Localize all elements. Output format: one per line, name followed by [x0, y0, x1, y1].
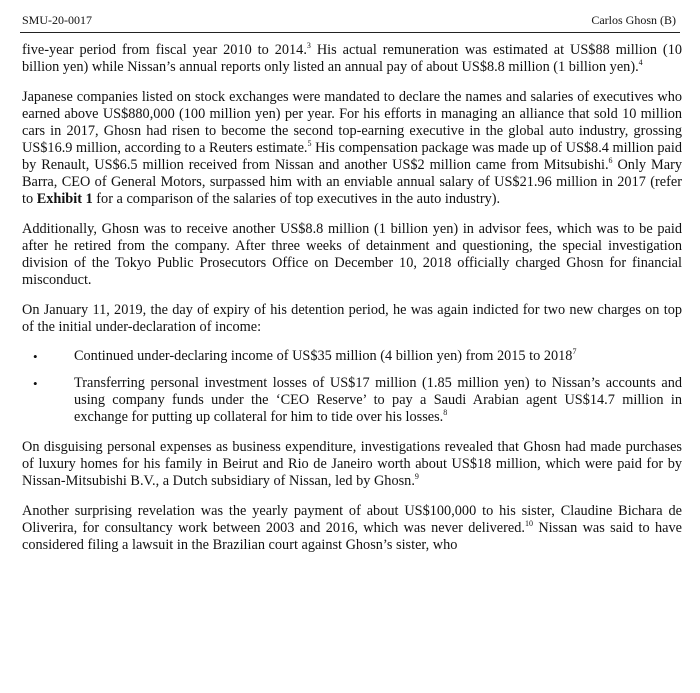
page-header	[20, 6, 680, 33]
paragraph-text: On January 11, 2019, the day of expiry of his detention period, he was again indicted for two new charges on top of the initial under-declaration of income:	[22, 302, 682, 335]
footnote-ref: 8	[443, 408, 448, 418]
paragraph-text: for a comparison of the salaries of top executives in the auto industry).	[92, 191, 501, 207]
paragraph-text: Only Mary Barra, CEO of General Motors, surpassed him with an enviable annual salary of US$21.96 million in 2017 (refer to	[22, 157, 682, 207]
footnote-ref: 9	[414, 472, 419, 482]
footnote-ref: 5	[307, 139, 312, 149]
document-body	[22, 42, 682, 567]
list-item-text: Transferring personal investment losses of US$17 million (1.85 million yen) to Nissan’s accounts and using company funds under the ‘CEO Reserve’ to pay a Saudi Arabian agent US$14.7 million in exchange for putting up collateral for him to tide over his losses.	[74, 375, 682, 425]
footnote-ref: 10	[525, 519, 533, 529]
paragraph-text: On disguising personal expenses as business expenditure, investigations revealed that Ghosn had made purchases of luxury homes for his family in Beirut and Rio de Janeiro worth about US$18 million, which were paid for by Nissan-Mitsubishi B.V., a Dutch subsidiary of Nissan, led by Ghosn.	[22, 439, 682, 489]
paragraph-text: His compensation package was made up of US$8.4 million paid by Renault, US$6.5 million received from Nissan and another US$2 million came from Mitsubishi.	[22, 140, 683, 173]
list-item	[22, 348, 682, 365]
paragraph-4	[22, 302, 682, 336]
case-title: Carlos Ghosn (B)	[591, 13, 676, 27]
footnote-ref: 6	[608, 156, 613, 166]
exhibit-reference: Exhibit 1	[36, 191, 93, 207]
list-item	[22, 375, 682, 426]
paragraph-text: His actual remuneration was estimated at US$88 million (10 billion yen) while Nissan’s annual reports only listed an annual pay of about US$8.8 million (1 billion yen).	[22, 42, 682, 75]
footnote-ref: 7	[572, 347, 577, 357]
charges-list	[22, 348, 682, 426]
paragraph-text: Nissan was said to have considered filing a lawsuit in the Brazilian court against Ghosn’s sister, who	[22, 520, 682, 553]
footnote-ref: 3	[306, 41, 311, 51]
bullet-icon: •	[33, 349, 38, 364]
footnote-ref: 4	[638, 58, 643, 68]
paragraph-5	[22, 439, 682, 490]
paragraph-text: five-year period from fiscal year 2010 to 2014.	[22, 42, 307, 58]
paragraph-2	[22, 89, 682, 208]
paragraph-text: Japanese companies listed on stock exchanges were mandated to declare the names and salaries of executives who earned above US$880,000 (100 million yen) per year. For his efforts in managing an alliance that sold 10 million cars in 2017, Ghosn had risen to become the second top-earning executive in the global auto industry, grossing US$16.9 million, according to a Reuters estimate.	[22, 89, 682, 156]
paragraph-3	[22, 221, 682, 289]
document-code: SMU-20-0017	[22, 13, 93, 27]
list-item-text: Continued under-declaring income of US$35 million (4 billion yen) from 2015 to 2018	[74, 348, 573, 364]
paragraph-6	[22, 503, 682, 554]
bullet-icon: •	[33, 376, 38, 391]
paragraph-1	[22, 42, 682, 76]
paragraph-text: Another surprising revelation was the yearly payment of about US$100,000 to his sister, Claudine Bichara de Oliverira, for consultancy work between 2003 and 2016, which was never delivered.	[22, 503, 682, 536]
paragraph-text: Additionally, Ghosn was to receive another US$8.8 million (1 billion yen) in advisor fees, which was to be paid after he retired from the company. After three weeks of detainment and questioning, the special investigation division of the Tokyo Public Prosecutors Office on December 10, 2018 officially charged Ghosn for financial misconduct.	[22, 221, 682, 288]
